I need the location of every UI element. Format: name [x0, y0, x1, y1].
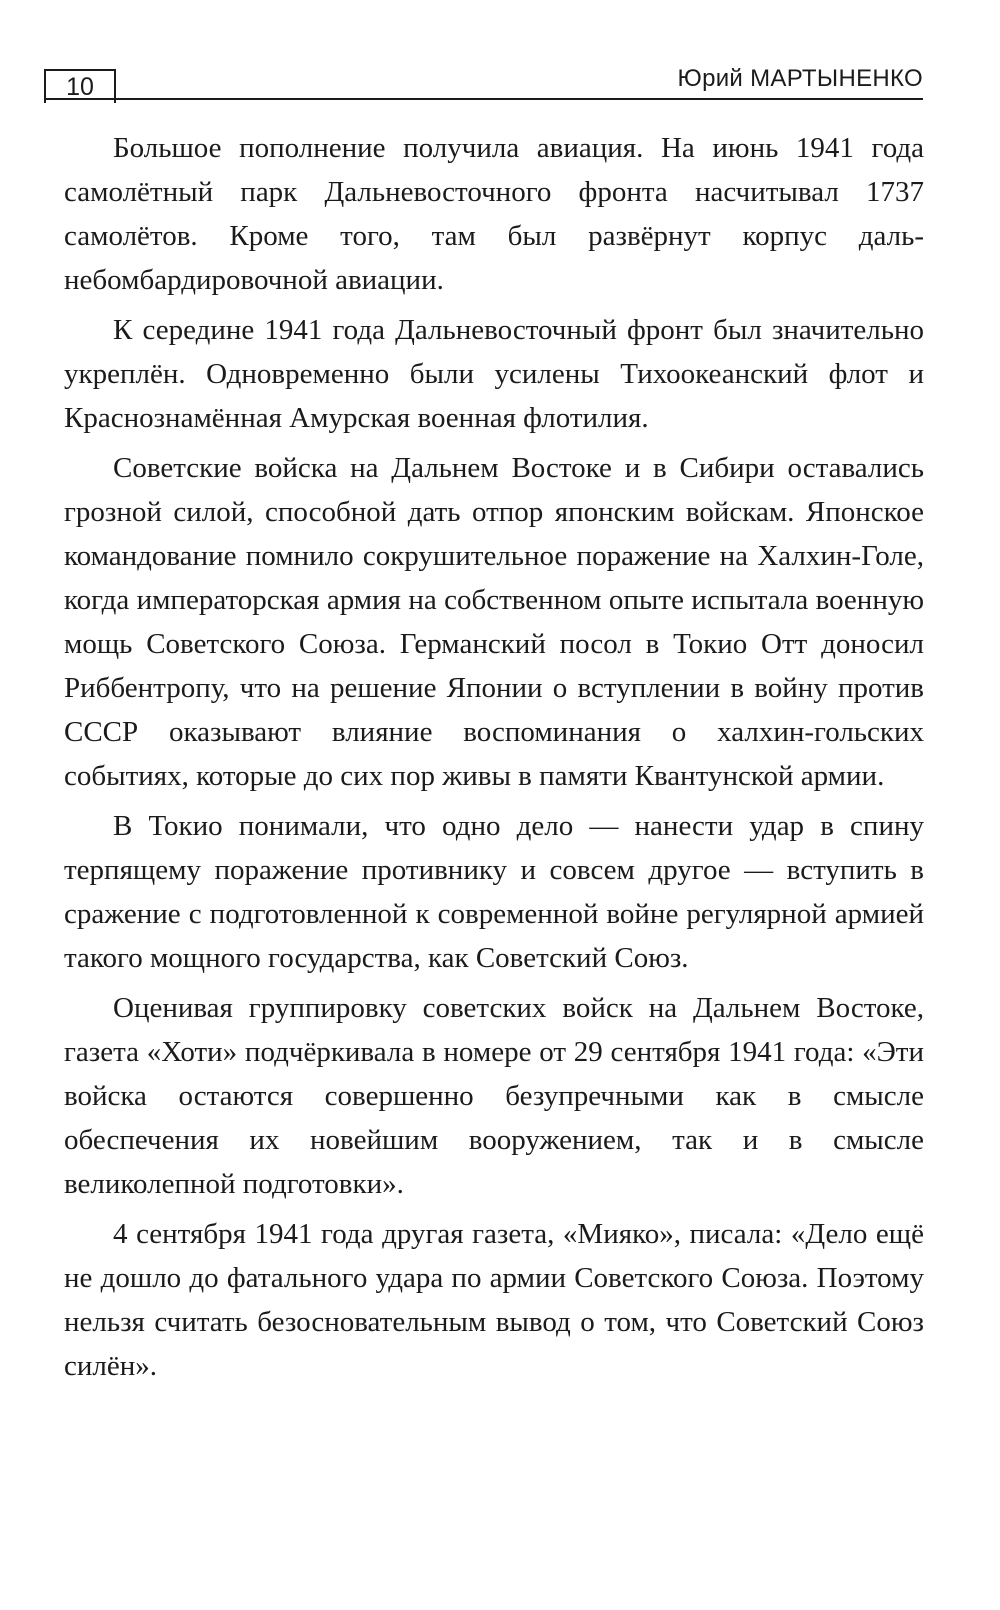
paragraph: К середине 1941 года Дальневосточный фронт был значительно укреплён. Одновременно были усилены Тихоокеанский флот и Краснознамённая Амурская военная флотилия. [64, 314, 924, 434]
body-text [64, 126, 924, 1394]
page-number: 10 [44, 69, 116, 103]
paragraph: Оценивая группировку советских войск на Дальнем Востоке, газета «Хоти» подчёркивала в номере от 29 сентября 1941 года: «Эти войска остаются совершенно безупречными как в смысле обеспечения их новейшим вооружением, так и в смысле великолепной подготовки». [64, 992, 924, 1200]
running-head-author: Юрий МАРТЫНЕНКО [677, 65, 923, 92]
paragraph: Советские войска на Дальнем Востоке и в Сибири оставались грозной силой, способной дать отпор японским войскам. Японское командование помнило сокрушительное поражение на Халхин-Голе, когда императорская армия на собственном опыте испытала военную мощь Советского Союза. Германский посол в Токио Отт доносил Риббентропу, что на решение Японии о вступлении в войну против СССР оказывают влияние воспоминания о халхин-гольских событиях, которые до сих пор живы в памяти Квантунской армии. [64, 452, 924, 792]
paragraph: В Токио понимали, что одно дело — нанести удар в спину терпящему поражение противнику и совсем другое — вступить в сражение с подготовленной к современной войне регулярной армией такого мощного государства, как Советский Союз. [64, 810, 924, 974]
running-header [44, 64, 923, 100]
paragraph: 4 сентября 1941 года другая газета, «Мияко», писала: «Дело ещё не дошло до фатального удара по армии Советского Союза. Поэтому нельзя считать безосновательным вывод о том, что Советский Союз силён». [64, 1218, 924, 1382]
paragraph: Большое пополнение получила авиация. На июнь 1941 года самолётный парк Дальневосточного фронта насчитывал 1737 самолётов. Кроме того, там был развёрнут корпус дальнебомбардировочной авиации. [64, 132, 924, 296]
